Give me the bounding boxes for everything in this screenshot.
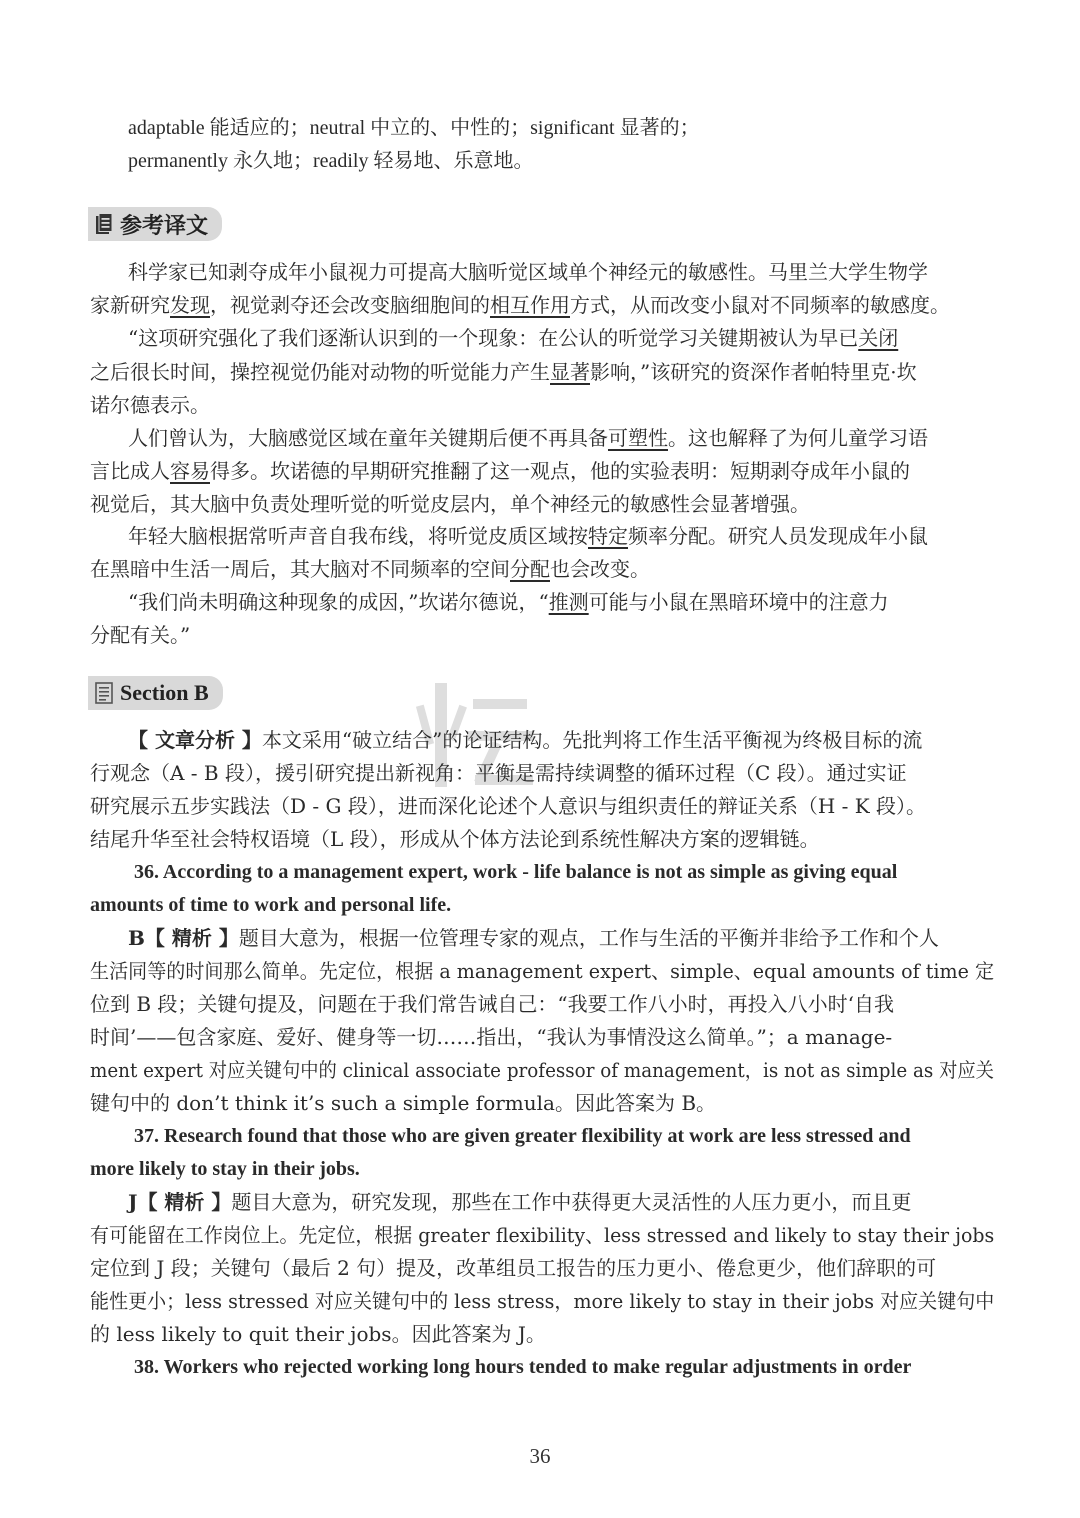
question-36-answer: 位到 B 段；关键句提及，问题在于我们常告诫自己：“我要工作八小时，再投入八小时‘自我 [90, 992, 894, 1016]
vocab-line: permanently 永久地；readily 轻易地、乐意地。 [128, 150, 534, 172]
translation-line: 科学家已知剥夺成年小鼠视力可提高大脑听觉区域单个神经元的敏感性。马里兰大学生物学 [128, 260, 928, 284]
answer-label: J【 精析 】 [128, 1190, 232, 1214]
translation-line: 人们曾认为，大脑感觉区域在童年关键期后便不再具备可塑性。这也解释了为何儿童学习语 [128, 426, 928, 450]
translation-line: 年轻大脑根据常听声音自我布线，将听觉皮质区域按特定频率分配。研究人员发现成年小鼠 [128, 524, 928, 548]
question-36-answer: 键句中的 don’t think it’s such a simple formula。因此答案为 B。 [90, 1091, 717, 1115]
document-icon [94, 212, 114, 236]
analysis-line: 结尾升华至社会特权语境（L 段），形成从个体方法论到系统性解决方案的逻辑链。 [90, 827, 820, 851]
answer-label: B【 精析 】 [128, 926, 239, 950]
translation-line: 分配有关。” [90, 623, 191, 647]
question-37-answer: 能性更小；less stressed 对应关键句中的 less stress，more likely to stay in their jobs 对应关键句中 [90, 1289, 995, 1313]
question-36-statement: 36. According to a management expert, work - life balance is not as simple as giving equal [134, 861, 898, 883]
question-37-statement: 37. Research found that those who are given greater flexibility at work are less stressed and [134, 1125, 911, 1147]
translation-line: 之后很长时间，操控视觉仍能对动物的听觉能力产生显著影响，”该研究的资深作者帕特里克·坎 [90, 360, 917, 384]
translation-line: 言比成人容易得多。坎诺德的早期研究推翻了这一观点，他的实验表明：短期剥夺成年小鼠的 [90, 459, 910, 483]
question-36-answer: ment expert 对应关键句中的 clinical associate professor of management，is not as simple as 对应关 [90, 1058, 994, 1082]
translation-line: 在黑暗中生活一周后，其大脑对不同频率的空间分配也会改变。 [90, 557, 650, 581]
question-36-answer: 生活同等的时间那么简单。先定位，根据 a management expert、simple、equal amounts of time 定 [90, 959, 995, 983]
question-37-answer: J【 精析 】题目大意为，研究发现，那些在工作中获得更大灵活性的人压力更小，而且更 [128, 1190, 912, 1214]
question-36-answer: B【 精析 】题目大意为，根据一位管理专家的观点，工作与生活的平衡并非给予工作和个人 [128, 926, 939, 950]
list-document-icon [94, 681, 114, 705]
question-37-answer: 定位到 J 段；关键句（最后 2 句）提及，改革组员工报告的压力更小、倦怠更少，他们辞职的可 [90, 1256, 937, 1280]
translation-line: “这项研究强化了我们逐渐认识到的一个现象：在公认的听觉学习关键期被认为早已关闭 [128, 326, 899, 350]
question-37-answer: 有可能留在工作岗位上。先定位，根据 greater flexibility、less stressed and likely to stay their jobs [90, 1223, 995, 1247]
translation-line: 家新研究发现，视觉剥夺还会改变脑细胞间的相互作用方式，从而改变小鼠对不同频率的敏感度。 [90, 293, 950, 317]
question-36-answer: 时间’——包含家庭、爱好、健身等一切……指出，“我认为事情没这么简单。”；a manage- [90, 1025, 893, 1049]
analysis-line: 行观念（A - B 段），援引研究提出新视角：平衡是需持续调整的循环过程（C 段）。通过实证 [90, 761, 907, 785]
section-b-heading: Section B [120, 680, 209, 705]
vocab-line: adaptable 能适应的；neutral 中立的、中性的；significant 显著的； [128, 117, 700, 139]
question-38-statement: 38. Workers who rejected working long hours tended to make regular adjustments in order [134, 1356, 912, 1378]
analysis-line: 研究展示五步实践法（D - G 段），进而深化论述个人意识与组织责任的辩证关系（H - K 段）。 [90, 794, 927, 818]
question-37-answer: 的 less likely to quit their jobs。因此答案为 J。 [90, 1322, 546, 1346]
translation-heading: 参考译文 [120, 213, 209, 239]
question-36-statement: amounts of time to work and personal life. [90, 894, 452, 916]
analysis-line: 【 文章分析 】本文采用“破立结合”的论证结构。先批判将工作生活平衡视为终极目标的流 [128, 728, 923, 752]
translation-line: 诺尔德表示。 [90, 393, 210, 417]
section-b-heading-tag [88, 676, 223, 710]
translation-line: 视觉后，其大脑中负责处理听觉的听觉皮层内，单个神经元的敏感性会显著增强。 [90, 492, 810, 516]
translation-heading-tag [88, 207, 222, 241]
translation-line: “我们尚未明确这种现象的成因，”坎诺尔德说，“推测可能与小鼠在黑暗环境中的注意力 [128, 590, 889, 614]
question-37-statement: more likely to stay in their jobs. [90, 1158, 360, 1180]
page-number: 36 [529, 1444, 551, 1468]
analysis-label: 【 文章分析 】 [128, 728, 262, 752]
